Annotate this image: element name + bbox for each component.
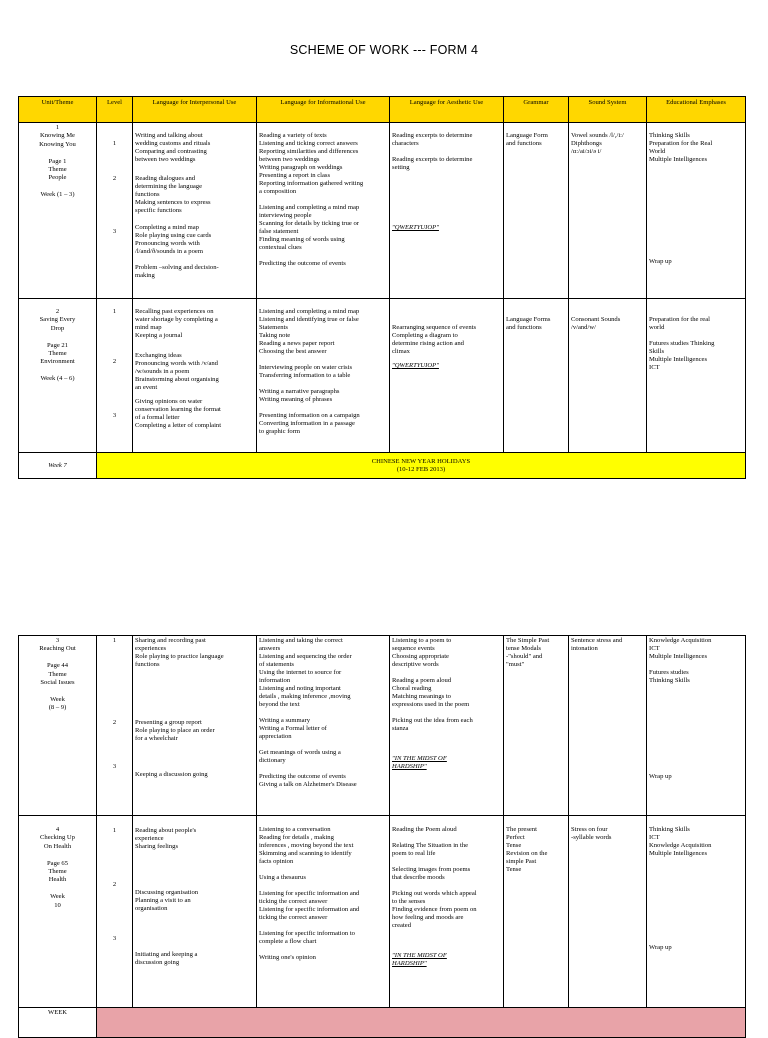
header-level: Level xyxy=(97,97,133,123)
level-cell xyxy=(97,299,133,453)
level-cell xyxy=(97,636,133,816)
level-2: 2 xyxy=(112,175,117,182)
week-row xyxy=(19,1008,746,1038)
interpersonal-cell xyxy=(133,299,257,453)
unit-cell: 2 Saving Every Drop Page 21 Theme Environment Week (4 – 6) xyxy=(19,299,97,453)
informational-cell: Listening to a conversation Reading for details , making inferences , moving beyond the text Skimming and scanning to identify facts opinion Using a thesaurus Listening for specific information and ticking the correct answer Listening for specific information and ticking the correct answer Listening for specific information to complete a flow chart Writing one's opinion xyxy=(257,816,390,1008)
holiday-week: Week 7 xyxy=(19,453,97,479)
informational-cell: Reading a variety of texts Listening and ticking correct answers Reporting similarities and differences between two weddings Writing paragraph on weddings Presenting a report in class Reporting information gathered writing a composition Listening and completing a mind map interviewing people Scanning for details by ticking true or false statement Finding meaning of words using contextual clues Predicting the outcome of events xyxy=(257,123,390,299)
level-3: 3 xyxy=(112,935,117,942)
interpersonal-level-2: Presenting a group report Role playing to place an order for a wheelchair xyxy=(135,719,215,742)
level-3: 3 xyxy=(112,763,117,770)
emphases-cell xyxy=(647,816,746,1008)
unit-cell: 3 Reaching Out Page 44 Theme Social Issues Week (8 – 9) xyxy=(19,636,97,816)
emphases-text: Thinking Skills Preparation for the Real World Multiple Intelligences xyxy=(649,132,713,163)
scheme-table-2 xyxy=(18,635,746,1038)
interpersonal-level-2: Discussing organisation Planning a visit to an organisation xyxy=(135,889,199,912)
aesthetic-title: "IN THE MIDST OF HARDSHIP" xyxy=(392,952,447,967)
grammar-cell: Language Forms and functions xyxy=(504,299,569,453)
interpersonal-level-1: Writing and talking about wedding customs and rituals Comparing and contrasting between two weddings xyxy=(135,132,211,163)
aesthetic-cell xyxy=(390,123,504,299)
level-2: 2 xyxy=(112,719,117,726)
sound-system-cell: Consonant Sounds /v/and/w/ xyxy=(569,299,647,453)
level-1: 1 xyxy=(112,140,117,147)
grammar-cell: The Simple Past tense Modals -"should" and "must" xyxy=(504,636,569,816)
emphases-text: Thinking Skills ICT Knowledge Acquisition Multiple Intelligences xyxy=(649,826,712,857)
level-2: 2 xyxy=(112,881,117,888)
aesthetic-title: "QWERTYUIOP" xyxy=(392,224,439,231)
header-educational-emphases: Educational Emphases xyxy=(647,97,746,123)
table-row xyxy=(19,123,746,299)
interpersonal-level-2: Reading dialogues and determining the language functions Making sentences to express specific functions xyxy=(135,175,211,214)
aesthetic-title: "IN THE MIDST OF HARDSHIP" xyxy=(392,755,447,770)
page-title: SCHEME OF WORK --- FORM 4 xyxy=(289,43,479,57)
header-grammar: Grammar xyxy=(504,97,569,123)
emphases-cell xyxy=(647,123,746,299)
interpersonal-cell xyxy=(133,816,257,1008)
table-row xyxy=(19,636,746,816)
grammar-cell: Language Form and functions xyxy=(504,123,569,299)
aesthetic-cell xyxy=(390,816,504,1008)
level-1: 1 xyxy=(112,827,117,834)
wrap-up: Wrap up xyxy=(649,258,672,265)
informational-cell: Listening and taking the correct answers Listening and sequencing the order of statements Using the internet to source for information Listening and noting important details , making inference ,moving beyond the text Writing a summary Writing a Formal letter of appreciation Get meanings of words using a dictionary Predicting the outcome of events Giving a talk on Alzheimer's Disease xyxy=(257,636,390,816)
header-aesthetic: Language for Aesthetic Use xyxy=(390,97,504,123)
level-3: 3 xyxy=(112,228,117,235)
unit-cell: 4 Checking Up On Health Page 65 Theme Health Week 10 xyxy=(19,816,97,1008)
header-informational: Language for Informational Use xyxy=(257,97,390,123)
wrap-up: Wrap up xyxy=(649,944,672,951)
aesthetic-title: "QWERTYUIOP" xyxy=(392,362,439,369)
level-2: 2 xyxy=(112,358,117,365)
header-row xyxy=(19,97,746,123)
level-cell xyxy=(97,123,133,299)
sound-system-cell: Vowel sounds /l/,/i:/ Diphthongs /ɑ:/ai/ɔi/ə i/ xyxy=(569,123,647,299)
informational-cell: Listening and completing a mind map Listening and identifying true or false Statements Taking note Reading a news paper report Choosing the best answer Interviewing people on water crisis Transferring information to a table Writing a narrative paragraphs Writing meaning of phrases Presenting information on a campaign Converting information in a passage to graphic form xyxy=(257,299,390,453)
interpersonal-level-1: Reading about people's experience Sharing feelings xyxy=(135,827,197,850)
week-band xyxy=(97,1008,746,1038)
interpersonal-level-2: Exchanging ideas Pronouncing words with /v/and /w/sounds in a poem Brainstorming about organising an event xyxy=(135,352,219,391)
holiday-title: CHINESE NEW YEAR HOLIDAYS xyxy=(371,457,471,465)
holiday-band xyxy=(97,453,746,479)
aesthetic-text: Rearranging sequence of events Completing a diagram to determine rising action and climax xyxy=(392,324,477,355)
interpersonal-level-3: Initiating and keeping a discussion going xyxy=(135,951,198,966)
interpersonal-level-3: Keeping a discussion going xyxy=(135,771,208,778)
emphases-cell xyxy=(647,636,746,816)
header-sound-system: Sound System xyxy=(569,97,647,123)
level-cell xyxy=(97,816,133,1008)
emphases-cell: Preparation for the real world Futures studies Thinking Skills Multiple Intelligences ICT xyxy=(647,299,746,453)
table-row xyxy=(19,816,746,1008)
sound-system-cell: Sentence stress and intonation xyxy=(569,636,647,816)
interpersonal-level-1: Recalling past experiences on water shortage by completing a mind map Keeping a journal xyxy=(135,308,218,339)
level-3: 3 xyxy=(112,412,117,419)
interpersonal-cell xyxy=(133,123,257,299)
interpersonal-cell xyxy=(133,636,257,816)
grammar-cell: The present Perfect Tense Revision on the simple Past Tense xyxy=(504,816,569,1008)
interpersonal-level-1: Sharing and recording past experiences Role playing to practice language functions xyxy=(135,637,224,668)
aesthetic-cell xyxy=(390,299,504,453)
aesthetic-text: Reading excerpts to determine characters Reading excerpts to determine setting xyxy=(392,132,473,171)
wrap-up: Wrap up xyxy=(649,773,672,780)
aesthetic-text: Listening to a poem to sequence events Choosing appropriate descriptive words Reading a poem aloud Choral reading Matching meanings to expressions used in the poem Picking out the idea from each stanza xyxy=(392,637,473,732)
holiday-dates: (10-12 FEB 2013) xyxy=(396,465,446,473)
scheme-table-1 xyxy=(18,96,746,479)
week-label: WEEK xyxy=(19,1008,97,1038)
aesthetic-cell xyxy=(390,636,504,816)
header-interpersonal: Language for Interpersonal Use xyxy=(133,97,257,123)
emphases-text: Knowledge Acquisition ICT Multiple Intelligences Futures studies Thinking Skills xyxy=(649,637,712,684)
sound-system-cell: Stress on four -syllable words xyxy=(569,816,647,1008)
level-1: 1 xyxy=(112,637,117,644)
interpersonal-level-3: Giving opinions on water conservation learning the format of a formal letter Completing a letter of complaint xyxy=(135,398,222,429)
aesthetic-text: Reading the Poem aloud Relating The Situation in the poem to real life Selecting images from poems that describe moods Picking out words which appeal to the senses Finding evidence from poem on how feeling and moods are created xyxy=(392,826,477,929)
table-row xyxy=(19,299,746,453)
interpersonal-level-3: Completing a mind map Role playing using cue cards Pronouncing words with /l/and/ð/sounds in a poem Problem –solving and decision- making xyxy=(135,224,219,279)
level-1: 1 xyxy=(112,308,117,315)
holiday-row xyxy=(19,453,746,479)
unit-cell: 1 Knowing Me Knowing You Page 1 Theme People Week (1 – 3) xyxy=(19,123,97,299)
header-unit-theme: Unit/Theme xyxy=(19,97,97,123)
